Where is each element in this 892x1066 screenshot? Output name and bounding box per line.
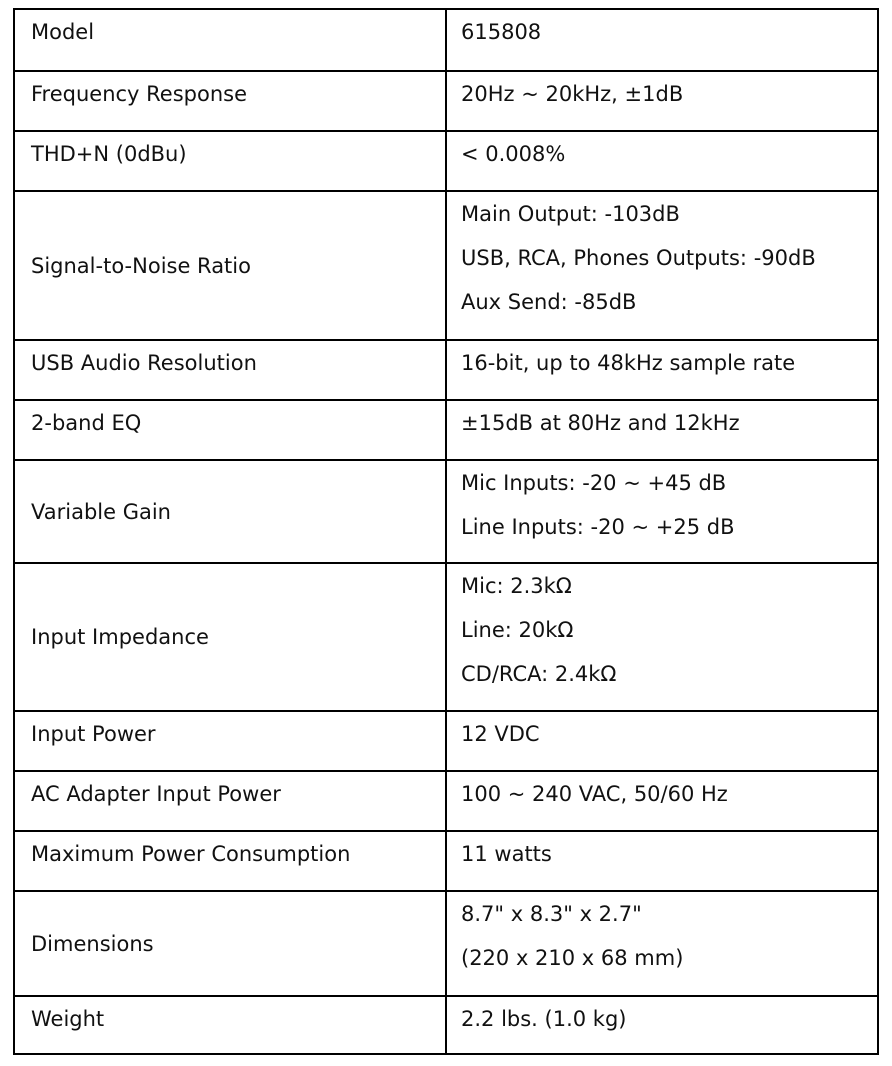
table-row: [15, 399, 877, 459]
spec-label: Frequency Response: [15, 72, 447, 130]
spec-value-line: 8.7" x 8.3" x 2.7": [461, 902, 642, 926]
spec-value-line: 2.2 lbs. (1.0 kg): [461, 1007, 627, 1031]
spec-value: [447, 772, 877, 830]
spec-value-line: Main Output: -103dB: [461, 202, 680, 226]
spec-value-line: CD/RCA: 2.4kΩ: [461, 662, 617, 686]
spec-value-line: 20Hz ~ 20kHz, ±1dB: [461, 82, 684, 106]
spec-value: [447, 832, 877, 890]
table-row: [15, 995, 877, 1053]
spec-value: [447, 401, 877, 459]
spec-value-line: 100 ~ 240 VAC, 50/60 Hz: [461, 782, 728, 806]
table-row: [15, 190, 877, 339]
spec-value: [447, 712, 877, 770]
spec-value: [447, 892, 877, 995]
spec-label: AC Adapter Input Power: [15, 772, 447, 830]
spec-value: [447, 461, 877, 562]
spec-label: Maximum Power Consumption: [15, 832, 447, 890]
spec-label: Model: [15, 10, 447, 70]
spec-value-line: Line Inputs: -20 ~ +25 dB: [461, 515, 735, 539]
spec-value: [447, 132, 877, 190]
spec-value-line: USB, RCA, Phones Outputs: -90dB: [461, 246, 816, 270]
table-row: [15, 10, 877, 70]
spec-label: Weight: [15, 997, 447, 1053]
spec-label: USB Audio Resolution: [15, 341, 447, 399]
spec-value-line: < 0.008%: [461, 142, 566, 166]
spec-value-line: 11 watts: [461, 842, 552, 866]
table-row: [15, 890, 877, 995]
spec-value: [447, 341, 877, 399]
table-row: [15, 830, 877, 890]
spec-value-line: Line: 20kΩ: [461, 618, 574, 642]
table-row: [15, 562, 877, 710]
spec-value-line: (220 x 210 x 68 mm): [461, 946, 684, 970]
spec-label: Input Power: [15, 712, 447, 770]
spec-value-line: Mic Inputs: -20 ~ +45 dB: [461, 471, 727, 495]
table-row: [15, 70, 877, 130]
spec-table: [13, 8, 879, 1055]
table-row: [15, 770, 877, 830]
spec-value-line: 615808: [461, 20, 542, 44]
table-row: [15, 459, 877, 562]
spec-value-line: Mic: 2.3kΩ: [461, 574, 572, 598]
spec-value-line: ±15dB at 80Hz and 12kHz: [461, 411, 740, 435]
spec-value: [447, 10, 877, 70]
spec-value-line: Aux Send: -85dB: [461, 290, 637, 314]
spec-label: 2-band EQ: [15, 401, 447, 459]
spec-value: [447, 72, 877, 130]
table-row: [15, 130, 877, 190]
spec-value-line: 12 VDC: [461, 722, 540, 746]
table-row: [15, 339, 877, 399]
spec-label: Input Impedance: [15, 564, 447, 710]
spec-value-line: 16-bit, up to 48kHz sample rate: [461, 351, 796, 375]
spec-value: [447, 564, 877, 710]
spec-label: THD+N (0dBu): [15, 132, 447, 190]
spec-value: [447, 997, 877, 1053]
spec-label: Variable Gain: [15, 461, 447, 562]
spec-label: Dimensions: [15, 892, 447, 995]
spec-label: Signal-to-Noise Ratio: [15, 192, 447, 339]
table-row: [15, 710, 877, 770]
spec-value: [447, 192, 877, 339]
